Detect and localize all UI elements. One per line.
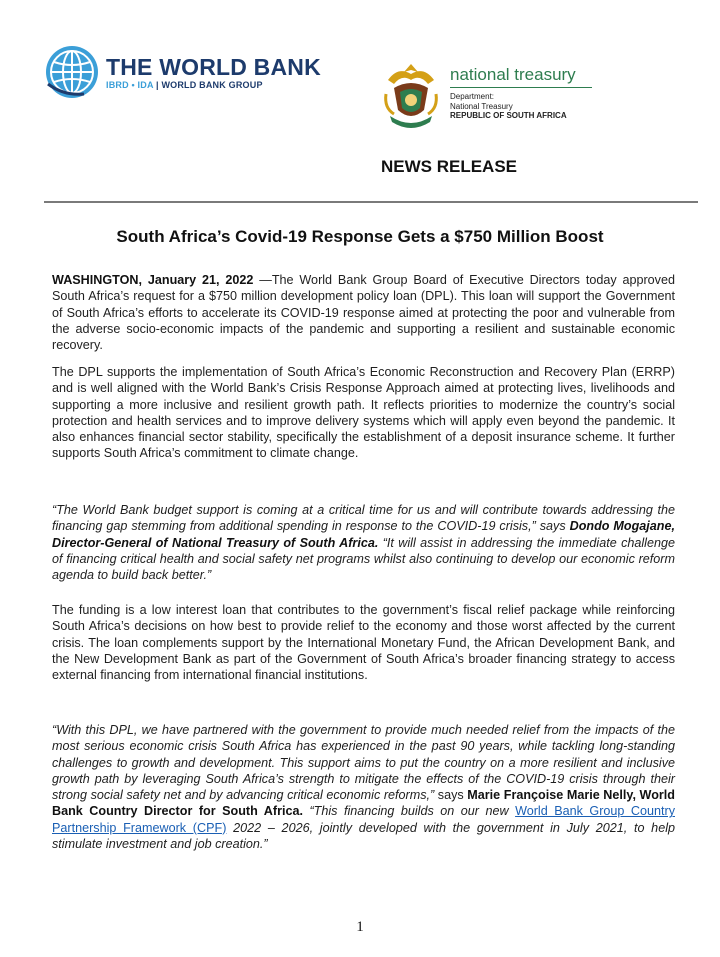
news-release-label: NEWS RELEASE bbox=[381, 157, 518, 176]
world-bank-logo bbox=[44, 44, 321, 100]
national-treasury-logo bbox=[380, 60, 592, 132]
treasury-country: REPUBLIC OF SOUTH AFRICA bbox=[450, 111, 567, 120]
paragraph-4: The funding is a low interest loan that contributes to the government’s fiscal relief package while reinforcing South Africa’s decisions on how best to provide relief to the economy and those worst affected by the current crisis. The loan complements support by the International Monetary Fund, the African Development Bank, and the New Development Bank as part of the Government of South Africa’s broader financing strategy to access external financing from international financial institutions. bbox=[52, 603, 675, 683]
world-bank-subtitle: IBRD • IDA | WORLD BANK GROUP bbox=[106, 79, 263, 90]
paragraph-2: The DPL supports the implementation of South Africa’s Economic Reconstruction and Recovery Plan (ERRP) and is well aligned with the World Bank’s Crisis Response Approach aimed at protecting lives, livelihoods and supporting a more inclusive and resilient growth path. It reflects priorities to modernize the country’s social protection and health services and to improve delivery systems which will apply even beyond the pandemic. It also enhances financial sector stability, specifically the establishment of a deposit insurance scheme. It further supports South Africa’s commitment to climate change. bbox=[52, 365, 675, 461]
header-divider bbox=[44, 201, 698, 203]
globe-icon bbox=[44, 44, 100, 100]
treasury-department-name: National Treasury bbox=[450, 101, 513, 111]
paragraph-3-quote: “The World Bank budget support is coming at a critical time for us and will contribute towards addressing the financing gap stemming from additional spending in response to the COVID-19 crisis,” says Dondo Mogajane, Director-General of National Treasury of South Africa. “It will assist in addressing the immediate challenge of financing critical health and social safety net programs whilst also continuing to develop our economic reform agenda to build back better.” bbox=[52, 503, 675, 583]
treasury-department: Department: bbox=[450, 92, 495, 101]
speaker-nelly: Marie Françoise Marie Nelly, World Bank Country Director for South Africa. bbox=[52, 788, 675, 819]
coat-of-arms-icon bbox=[380, 60, 442, 132]
paragraph-1: WASHINGTON, January 21, 2022 —The World Bank Group Board of Executive Directors today approved South Africa’s request for a $750 million development policy loan (DPL). This loan will support the Government of South Africa’s efforts to accelerate its COVID-19 response aimed at protecting the poor and vulnerable from the adverse socio-economic impacts of the pandemic and supporting a resilient and sustainable economic recovery. bbox=[52, 273, 675, 353]
headline: South Africa’s Covid-19 Response Gets a $750 Million Boost bbox=[116, 227, 604, 246]
paragraph-5-quote: “With this DPL, we have partnered with the government to provide much needed relief from the impacts of the most serious economic crisis South Africa has experienced in the past 90 years, while tackling long-standing challenges to growth and development. This support aims to put the country on a more resilient and inclusive growth path by leveraging South Africa’s strength to mitigate the effects of the COVID-19 crisis through their strong social safety net and by advancing critical economic reforms,” says Marie Françoise Marie Nelly, World Bank Country Director for South Africa. “This financing builds on our new World Bank Group Country Partnership Framework (CPF) 2022 – 2026, jointly developed with the government in July 2021, to help stimulate investment and job creation.” bbox=[52, 723, 675, 852]
cpf-link[interactable]: World Bank Group Country Partnership Framework (CPF) bbox=[52, 804, 675, 835]
dateline: WASHINGTON, January 21, 2022 bbox=[52, 273, 254, 287]
page-number: 1 bbox=[356, 919, 364, 935]
world-bank-name: THE WORLD BANK bbox=[106, 53, 321, 80]
treasury-name: national treasury bbox=[450, 65, 576, 84]
speaker-mogajane: Dondo Mogajane, Director-General of National Treasury of South Africa. bbox=[52, 519, 675, 550]
treasury-divider bbox=[450, 87, 592, 88]
